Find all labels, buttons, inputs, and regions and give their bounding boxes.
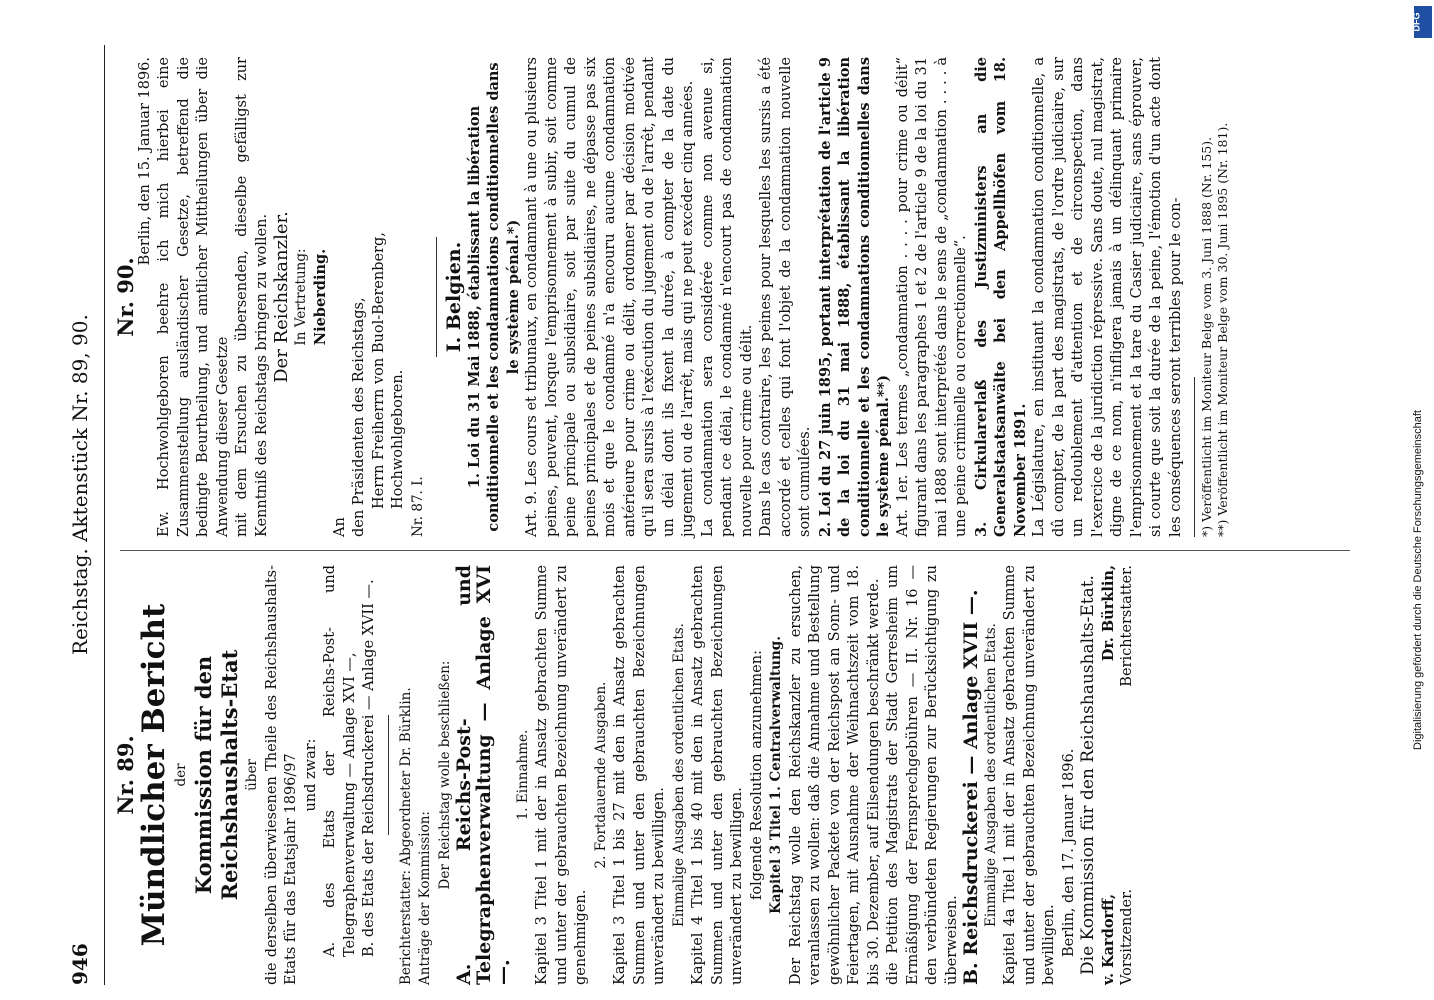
- resolve-line: Der Reichstag wolle beschließen:: [436, 660, 453, 890]
- chair-role: Vorsitzender.: [1118, 888, 1135, 985]
- chancellor-title: Der Reichskanzler.: [271, 211, 292, 383]
- resolution-intro: folgende Resolution anzunehmen:: [748, 650, 765, 900]
- intro-paragraph: die derselben überwiesenen Theile des Reichshaushalts-Etats für das Etatsjahr 1896/97: [263, 565, 299, 985]
- article-9-c: Dans le cas contraire, les peines pour lesquelles les sursis a été accordé et celles qui font l'objet de la condamnation nouvelle sont cumulées.: [758, 57, 813, 537]
- connector-ueber: über: [244, 759, 260, 791]
- funding-note: [1412, 20, 1428, 980]
- column-nr-90: [113, 57, 1231, 537]
- page-number: 946: [68, 943, 92, 985]
- letter-paragraph-1: Ew. Hochwohlgeboren beehre ich mich hierbei eine Zusammenstellung ausländischer Gesetze, betreffend die bedingte Beurtheilung, und amtlicher Mittheilungen über die Anwendung dieser Gesetze: [156, 57, 231, 537]
- separator-right: [436, 237, 437, 357]
- deputy-label: In Vertretung:: [292, 248, 309, 346]
- report-date: Berlin, den 17. Januar 1896.: [1060, 748, 1077, 957]
- footnote-rule: [1194, 377, 1195, 537]
- letter-paragraph-2: mit dem Ersuchen zu übersenden, dieselbe gefälligst zur Kenntniß des Reichstags bringen zu wollen.: [234, 57, 270, 537]
- commission-name: Die Kommission für den Reichshaushalts-Etat.: [1078, 575, 1098, 975]
- header-rule: [104, 45, 105, 985]
- chapter-4-expenses: Kapitel 4 Titel 1 bis 40 mit den in Ansatz gebrachten Summen und unter den gebrauchten Bezeichnungen unverändert zu bewilligen.: [690, 565, 745, 985]
- deputy-name: Nieberding.: [312, 248, 329, 346]
- footnote-1: *) Veröffentlicht im Moniteur Belge vom 3. Juni 1888 (Nr. 155).: [1199, 136, 1214, 537]
- continuing-expenses-heading: 2. Fortdauernde Ausgaben.: [592, 681, 609, 869]
- section-b-heading: B. Reichsdruckerei — Anlage XVII —.: [960, 589, 982, 985]
- article-1: Art. 1er. Les termes „condamnation . . . . pour crime ou délit“ figurant dans les paragraphes 1 et 2 de l'article 9 de la loi du 31 mai 1888 sont interprétés dans le sens de „condamnation . . . . à une peine criminelle ou correctionnelle“.: [894, 57, 969, 537]
- separator: [388, 715, 389, 835]
- doc-number: Nr. 89.: [113, 735, 138, 815]
- connector-der: der: [172, 763, 189, 787]
- motions-heading: Anträge der Kommission:: [417, 811, 433, 985]
- belgium-heading: I. Belgien.: [443, 241, 465, 353]
- item-a: A. des Etats der Reichs-Post- und Telegraphenverwaltung — Anlage XVI —,: [322, 565, 358, 957]
- onetime-expenses-heading: Einmalige Ausgaben des ordentlichen Etats.: [670, 623, 687, 927]
- article-9-b: La condamnation sera considérée comme non avenue si, pendant ce délai, le condamné n'encourt pas de condamnation nouvelle pour crime ou délit.: [699, 57, 755, 537]
- addressee-1: den Präsidenten des Reichstags,: [351, 297, 367, 537]
- income-heading: 1. Einnahme.: [514, 729, 531, 821]
- signature-block: [1099, 565, 1139, 985]
- running-title: Reichstag. Aktenstück Nr. 89, 90.: [68, 314, 92, 655]
- circular-text: La Législature, en instituant la condamnation conditionnelle, a dû compter, de la part des magistrats, de l'ordre judiciaire, sur un redoublement d'attention et de circonspection, dans l'exercice de la juridiction répressive. Sans doute, nul magistrat, digne de ce nom, n'infligera jamais à un délinquant primaire l'emprisonnement et la tare du Casier judiciaire, sans éprouver, si courte que soit la durée de la peine, l'émotion d'un acte dont les conséquences seront terribles pour le con-: [1031, 57, 1184, 537]
- law-1895-title: 2. Loi du 27 juin 1895, portant interprétation de l'article 9 de la loi du 31 mai 1888, établissant la libération conditionnelle et les condamnations conditionnelles dans le système pénal.**): [816, 57, 892, 537]
- circular-title: 3. Cirkularerlaß des Justizministers an die Generalstaatsanwälte bei den Appellhöfen vom 18. November 1891.: [972, 57, 1029, 537]
- law-1888-title: 1. Loi du 31 Mai 1888, établissant la libération conditionnelle et les condamnations conditionnelles dans le système pénal.*): [465, 62, 522, 532]
- item-b: B. des Etats der Reichsdruckerei — Anlage XVII —.: [361, 579, 377, 957]
- article-9: Art. 9. Les cours et tribunaux, en condamnant à une ou plusieurs peines, peuvent, lorsque l'emprisonnement à subir, soit comme peine principale ou subsidiaire, soit par suite du cumul de peines principales et de peines subsidiaires, ne dépasse pas six mois et que le condamné n'a encouru aucune condamnation antérieure pour crime ou délit, ordonner par décision motivée qu'il sera sursis à l'exécution du jugement ou de l'arrêt, pendant un délai dont ils fixent la durée, à compter de la date du jugement ou de l'arrêt, mais qui ne peut excéder cinq années.: [524, 57, 696, 537]
- central-admin-heading: Kapitel 3 Titel 1. Centralverwaltung.: [768, 636, 784, 914]
- chapter-3-income: Kapitel 3 Titel 1 mit der in Ansatz gebrachten Summe und unter der gebrauchten Bezeichnung unverändert zu genehmigen.: [534, 565, 589, 985]
- resolution-text: Der Reichstag wolle den Reichskanzler zu ersuchen, veranlassen zu wollen: daß die Annahme und Bestellung gewöhnlicher Packete von der Reichspost an Sonn- und Feiertagen, mit Ausnahme der Weihnachtszeit vom 18. bis 30. Dezember, auf Eilsendungen beschränkt werde.: [787, 565, 882, 985]
- doc-number-90: Nr. 90.: [113, 257, 138, 337]
- letter-date: Berlin, den 15. Januar 1896.: [136, 57, 153, 266]
- addressee-an: An: [331, 517, 348, 537]
- addressee-3: Hochwohlgeboren.: [390, 369, 406, 509]
- footnote-2: **) Veröffentlicht im Moniteur Belge vom 30. Juni 1895 (Nr. 181).: [1215, 122, 1230, 537]
- addressee-2: Herrn Freiherrn von Buol-Berenberg,: [370, 232, 387, 509]
- funding-note-text: Digitalisierung gefördert durch die Deutsche Forschungsgemeinschaft: [1412, 410, 1424, 750]
- reporter-line: Berichterstatter: Abgeordneter Dr. Bürklin.: [397, 687, 414, 985]
- chair-name: v. Kardorff,: [1099, 893, 1117, 985]
- section-a-heading: A. Reichs-Post- und Telegraphenverwaltung — Anlage XVI —.: [453, 565, 514, 985]
- chapter-3-expenses: Kapitel 3 Titel 1 bis 27 mit den in Ansatz gebrachten Summen und unter den gebrauchten Bezeichnungen unverändert zu bewilligen.: [612, 565, 667, 985]
- doc-title: Mündlicher Bericht: [135, 603, 172, 947]
- section-b-subheading: Einmalige Ausgaben des ordentlichen Etats.: [982, 623, 999, 927]
- rotated-document-page: [60, 45, 1360, 985]
- reporter-name: Dr. Bürklin,: [1099, 565, 1117, 662]
- running-header: [60, 45, 100, 985]
- chapter-4a-text: Kapitel 4a Titel 1 mit der in Ansatz gebrachten Summe und unter der gebrauchten Bezeichnung unverändert zu bewilligen.: [1002, 565, 1057, 985]
- reporter-role: Berichterstatter.: [1118, 565, 1135, 687]
- dfg-logo: DFG: [1414, 6, 1432, 38]
- petition-text: die Petition des Magistrats der Stadt Gerresheim um Ermäßigung der Fernsprechgebühren — II. Nr. 16 — den verbündeten Regierungen zur Berücksichtigung zu überweisen.: [885, 565, 960, 985]
- column-nr-89: [113, 565, 1139, 985]
- reference-number: Nr. 87. I.: [409, 476, 426, 537]
- und-zwar: und zwar:: [302, 738, 319, 812]
- doc-subtitle: Kommission für den Reichshaushalts-Etat: [191, 649, 242, 901]
- column-divider: [120, 550, 1350, 551]
